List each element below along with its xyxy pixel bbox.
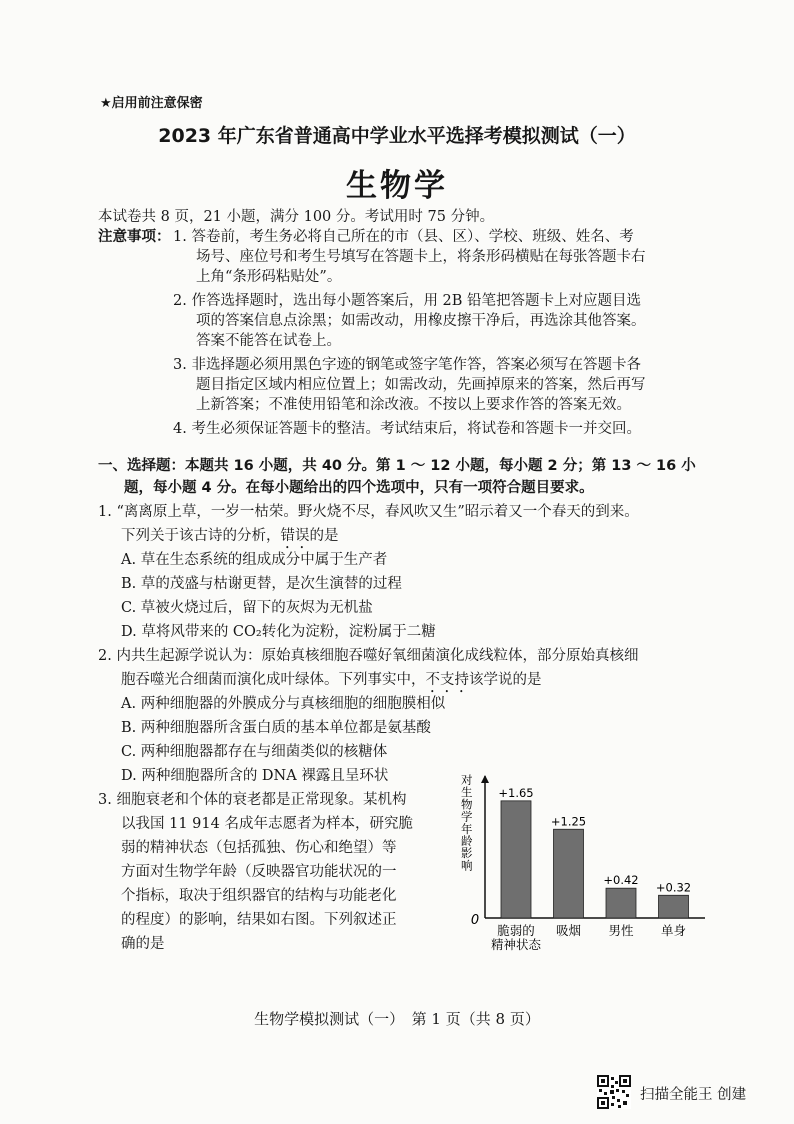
y-axis-arrow bbox=[481, 775, 489, 783]
bar-value-label-3: +0.42 bbox=[603, 873, 639, 888]
exam-title: 2023 年广东省普通高中学业水平选择考模拟测试（一） bbox=[158, 125, 636, 147]
q2-option-b: B. 两种细胞器所含蛋白质的基本单位都是氨基酸 bbox=[121, 720, 431, 736]
note-3-line-2: 题目指定区域内相应位置上；如需改动，先画掉原来的答案，然后再写 bbox=[196, 377, 646, 393]
q1-stem-line-1: 1. “离离原上草，一岁一枯荣。野火烧不尽，春风吹又生”昭示着又一个春天的到来。 bbox=[98, 504, 639, 520]
notes-label: 注意事项： bbox=[98, 229, 171, 245]
q2-option-d: D. 两种细胞器所含的 DNA 裸露且呈环状 bbox=[121, 768, 389, 784]
q1-option-d: D. 草将风带来的 CO₂转化为淀粉，淀粉属于二糖 bbox=[121, 624, 436, 640]
note-4-line-1: 4. 考生必须保证答题卡的整洁。考试结束后，将试卷和答题卡一并交回。 bbox=[173, 421, 641, 437]
bar-1 bbox=[501, 801, 531, 918]
section-1-heading-line-2: 题，每小题 4 分。在每小题给出的四个选项中，只有一项符合题目要求。 bbox=[124, 480, 594, 496]
bio-age-bar-chart bbox=[455, 768, 710, 963]
note-3-line-1: 3. 非选择题必须用黑色字迹的钢笔或签字笔作答，答案必须写在答题卡各 bbox=[173, 357, 641, 373]
q1-option-a: A. 草在生态系统的组成成分中属于生产者 bbox=[121, 552, 388, 568]
q3-line-1: 3. 细胞衰老和个体的衰老都是正常现象。某机构 bbox=[98, 792, 407, 808]
qr-code-icon bbox=[597, 1075, 631, 1109]
q1-emphasis: 错误 bbox=[280, 528, 310, 544]
section-1-heading-line-1: 一、选择题：本题共 16 小题，共 40 分。第 1 ～ 12 小题，每小题 2 分；第 13 ～ 16 小 bbox=[98, 458, 696, 474]
q3-line-5: 个指标，取决于组织器官的结构与功能老化 bbox=[121, 888, 397, 904]
q3-line-4: 方面对生物学年龄（反映器官功能状况的一 bbox=[121, 864, 397, 880]
q3-line-6: 的程度）的影响，结果如右图。下列叙述正 bbox=[121, 912, 397, 928]
q2-option-a: A. 两种细胞器的外膜成分与真核细胞的细胞膜相似 bbox=[121, 696, 446, 712]
note-3-line-3: 上新答案；不准使用铅笔和涂改液。不按以上要求作答的答案无效。 bbox=[196, 397, 631, 413]
page-footer: 生物学模拟测试（一） 第 1 页（共 8 页） bbox=[254, 1010, 540, 1028]
q2-emphasis: 不支持 bbox=[425, 672, 469, 688]
q2-stem-line-2: 胞吞噬光合细菌而演化成叶绿体。下列事实中，不支持该学说的是 bbox=[121, 672, 542, 688]
bar-4 bbox=[659, 895, 689, 918]
bar-3 bbox=[606, 888, 636, 918]
note-2-line-1: 2. 作答选择题时，选出每小题答案后，用 2B 铅笔把答题卡上对应题目选 bbox=[173, 293, 642, 309]
q2-option-c: C. 两种细胞器都存在与细菌类似的核糖体 bbox=[121, 744, 388, 760]
scanner-watermark: 扫描全能王 创建 bbox=[640, 1087, 747, 1103]
subject-title: 生物学 bbox=[346, 168, 448, 204]
exam-summary: 本试卷共 8 页，21 小题，满分 100 分。考试用时 75 分钟。 bbox=[98, 209, 495, 225]
category-label-2: 吸烟 bbox=[555, 923, 582, 938]
q2-stem-line-1: 2. 内共生起源学说认为：原始真核细胞吞噬好氧细菌演化成线粒体，部分原始真核细 bbox=[98, 648, 639, 664]
q3-line-7: 确的是 bbox=[121, 936, 165, 952]
y-axis-label: 对生物学年龄影响 bbox=[461, 773, 473, 873]
note-2-line-3: 答案不能答在试卷上。 bbox=[196, 333, 341, 349]
origin-label: 0 bbox=[470, 913, 480, 928]
bar-value-label-2: +1.25 bbox=[550, 814, 587, 829]
q1-option-c: C. 草被火烧过后，留下的灰烬为无机盐 bbox=[121, 600, 373, 616]
category-label-1-line-2: 精神状态 bbox=[490, 937, 542, 952]
q3-line-3: 弱的精神状态（包括孤独、伤心和绝望）等 bbox=[121, 840, 397, 856]
bar-2 bbox=[554, 829, 584, 918]
bar-value-label-4: +0.32 bbox=[655, 880, 692, 895]
note-1-line-2: 场号、座位号和考生号填写在答题卡上，将条形码横贴在每张答题卡右 bbox=[196, 249, 646, 265]
category-label-1: 脆弱的 bbox=[497, 923, 535, 938]
q1-option-b: B. 草的茂盛与枯谢更替，是次生演替的过程 bbox=[121, 576, 402, 592]
note-1-line-3: 上角“条形码粘贴处”。 bbox=[196, 269, 342, 285]
q3-line-2: 以我国 11 914 名成年志愿者为样本，研究脆 bbox=[121, 816, 413, 832]
category-label-4: 单身 bbox=[660, 923, 687, 938]
note-1-line-1: 1. 答卷前，考生务必将自己所在的市（县、区）、学校、班级、姓名、考 bbox=[173, 229, 634, 245]
note-2-line-2: 项的答案信息点涂黑；如需改动，用橡皮擦干净后，再选涂其他答案。 bbox=[196, 313, 646, 329]
confidential-mark: ★启用前注意保密 bbox=[100, 96, 203, 111]
q1-stem-line-2: 下列关于该古诗的分析，错误的是 bbox=[121, 528, 339, 544]
category-label-3: 男性 bbox=[608, 923, 634, 938]
bar-value-label-1: +1.65 bbox=[498, 785, 534, 800]
